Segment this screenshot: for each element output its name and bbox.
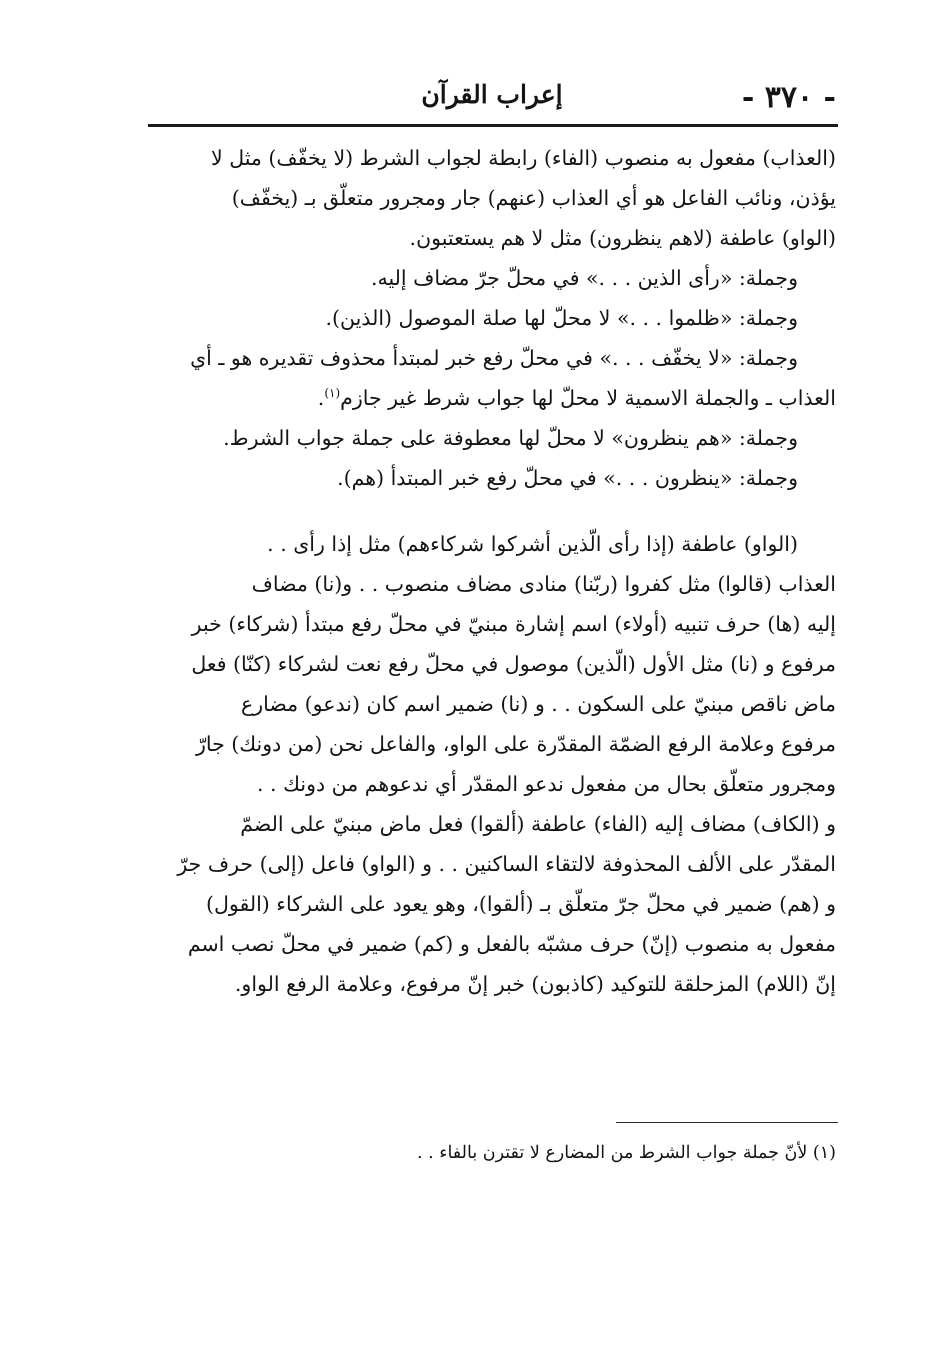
paragraph-gap bbox=[150, 498, 836, 524]
running-title: إعراب القرآن bbox=[421, 80, 563, 109]
paragraph-block-1 bbox=[150, 138, 836, 498]
text-line: وجملة: «رأى الذين . . .» في محلّ جرّ مضاف إليه. bbox=[370, 266, 798, 290]
paragraph-block-2 bbox=[150, 524, 836, 1004]
page-header bbox=[148, 70, 836, 122]
text-line: العذاب (قالوا) مثل كفروا (ربّنا) منادى مضاف منصوب . . و(نا) مضاف bbox=[251, 572, 836, 596]
text-line-body: العذاب ـ والجملة الاسمية لا محلّ لها جواب شرط غير جازم bbox=[340, 386, 836, 410]
text-line: (الواو) عاطفة (إذا رأى الّذين أشركوا شركاءهم) مثل إذا رأى . . bbox=[267, 532, 798, 556]
text-line bbox=[150, 378, 836, 418]
text-line: وجملة: «ظلموا . . .» لا محلّ لها صلة الموصول (الذين). bbox=[325, 306, 798, 330]
text-line: إليه (ها) حرف تنبيه (أولاء) اسم إشارة مبنيّ في محلّ رفع مبتدأ (شركاء) خبر bbox=[191, 612, 836, 636]
footnote-reference: (١) bbox=[324, 386, 341, 401]
text-line: وجملة: «لا يخفّف . . .» في محلّ رفع خبر لمبتدأ محذوف تقديره هو ـ أي bbox=[190, 346, 798, 370]
text-line: المقدّر على الألف المحذوفة لالتقاء الساكنين . . و (الواو) فاعل (إلى) حرف جرّ bbox=[177, 852, 836, 876]
text-line: ومجرور متعلّق بحال من مفعول ندعو المقدّر أي ندعوهم من دونك . . bbox=[257, 772, 836, 796]
text-line: ماض ناقص مبنيّ على السكون . . و (نا) ضمير اسم كان (ندعو) مضارع bbox=[241, 692, 836, 716]
body-text bbox=[150, 138, 836, 1004]
header-rule bbox=[148, 124, 838, 127]
text-line-tail: . bbox=[317, 386, 325, 410]
text-line: مرفوع و (نا) مثل الأول (الّذين) موصول في محلّ رفع نعت لشركاء (كنّا) فعل bbox=[191, 652, 836, 676]
page-number: - ٣٧٠ - bbox=[741, 80, 836, 115]
text-line: و (هم) ضمير في محلّ جرّ متعلّق بـ (ألقوا)، وهو يعود على الشركاء (القول) bbox=[206, 892, 836, 916]
footnote: (١) لأنّ جملة جواب الشرط من المضارع لا تقترن بالفاء . . bbox=[416, 1143, 836, 1163]
text-line: وجملة: «هم ينظرون» لا محلّ لها معطوفة على جملة جواب الشرط. bbox=[223, 426, 798, 450]
text-line: إنّ (اللام) المزحلقة للتوكيد (كاذبون) خبر إنّ مرفوع، وعلامة الرفع الواو. bbox=[234, 972, 836, 996]
text-line: و (الكاف) مضاف إليه (الفاء) عاطفة (ألقوا) فعل ماض مبنيّ على الضمّ bbox=[240, 812, 836, 836]
footnote-rule bbox=[616, 1122, 838, 1123]
text-line: (الواو) عاطفة (لاهم ينظرون) مثل لا هم يستعتبون. bbox=[409, 226, 836, 250]
text-line: يؤذن، ونائب الفاعل هو أي العذاب (عنهم) جار ومجرور متعلّق بـ (يخفّف) bbox=[231, 186, 836, 210]
text-line: مرفوع وعلامة الرفع الضمّة المقدّرة على الواو، والفاعل نحن (من دونك) جارّ bbox=[195, 732, 836, 756]
text-line: مفعول به منصوب (إنّ) حرف مشبّه بالفعل و (كم) ضمير في محلّ نصب اسم bbox=[187, 932, 836, 956]
text-line: وجملة: «ينظرون . . .» في محلّ رفع خبر المبتدأ (هم). bbox=[337, 466, 798, 490]
text-line: (العذاب) مفعول به منصوب (الفاء) رابطة لجواب الشرط (لا يخفّف) مثل لا bbox=[211, 146, 836, 170]
